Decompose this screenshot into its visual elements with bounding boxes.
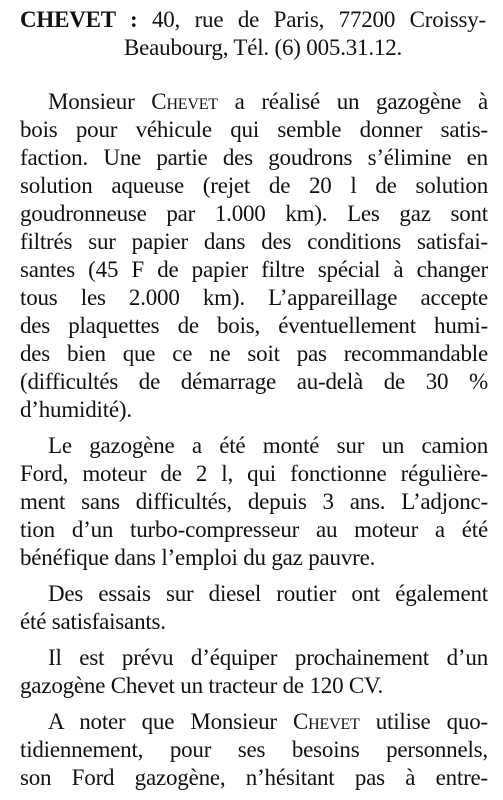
text-line: Ford, moteur de 2 l, qui fonctionne régulière-	[20, 461, 488, 486]
text-line: été satisfaisants.	[20, 609, 166, 634]
text-line: tion d’un turbo-compresseur au moteur a été	[20, 517, 488, 542]
text-line: Des essais sur diesel routier ont également	[48, 581, 488, 606]
text-line: ment sans difficultés, depuis 3 ans. L’adjonc-	[20, 489, 488, 514]
header-line-2: Beaubourg, Tél. (6) 005.31.12.	[124, 35, 403, 60]
text-line: tidiennement, pour ses besoins personnels,	[20, 737, 488, 762]
text-line: gazogène Chevet un tracteur de 120 CV.	[20, 673, 384, 698]
text-line: son Ford gazogène, n’hésitant pas à entre-	[20, 765, 488, 790]
text-line: Le gazogène a été monté sur un camion	[48, 433, 488, 458]
text-line: A noter que Monsieur Chevet utilise quo-	[48, 709, 488, 734]
text-line: bénéfique dans l’emploi du gaz pauvre.	[20, 545, 376, 570]
company-address: 40, rue de Paris, 77200 Croissy-	[151, 7, 486, 32]
text-line: Monsieur Chevet a réalisé un gazogène à	[48, 89, 489, 114]
text-line: Il est prévu d’équiper prochainement d’un	[48, 645, 488, 670]
text-line: d’humidité).	[20, 397, 132, 422]
text-line: tous les 2.000 km). L’appareillage accepte	[20, 285, 488, 310]
text-line: santes (45 F de papier filtre spécial à changer	[20, 257, 488, 282]
text-line: des plaquettes de bois, éventuellement humi-	[20, 313, 488, 338]
text-line: (difficultés de démarrage au-delà de 30 %	[20, 369, 488, 394]
text-line: goudronneuse par 1.000 km). Les gaz sont	[20, 201, 488, 226]
text-line: des bien que ce ne soit pas recommandable	[20, 341, 488, 366]
text-line: filtrés sur papier dans des conditions satisfai-	[20, 229, 488, 254]
text-line: bois pour véhicule qui semble donner satis-	[20, 117, 488, 142]
text-line: faction. Une partie des goudrons s’élimine en	[20, 145, 488, 170]
company-name: CHEVET :	[20, 7, 138, 32]
text-line: solution aqueuse (rejet de 20 l de solution	[20, 173, 488, 198]
header-line-1	[20, 6, 486, 34]
